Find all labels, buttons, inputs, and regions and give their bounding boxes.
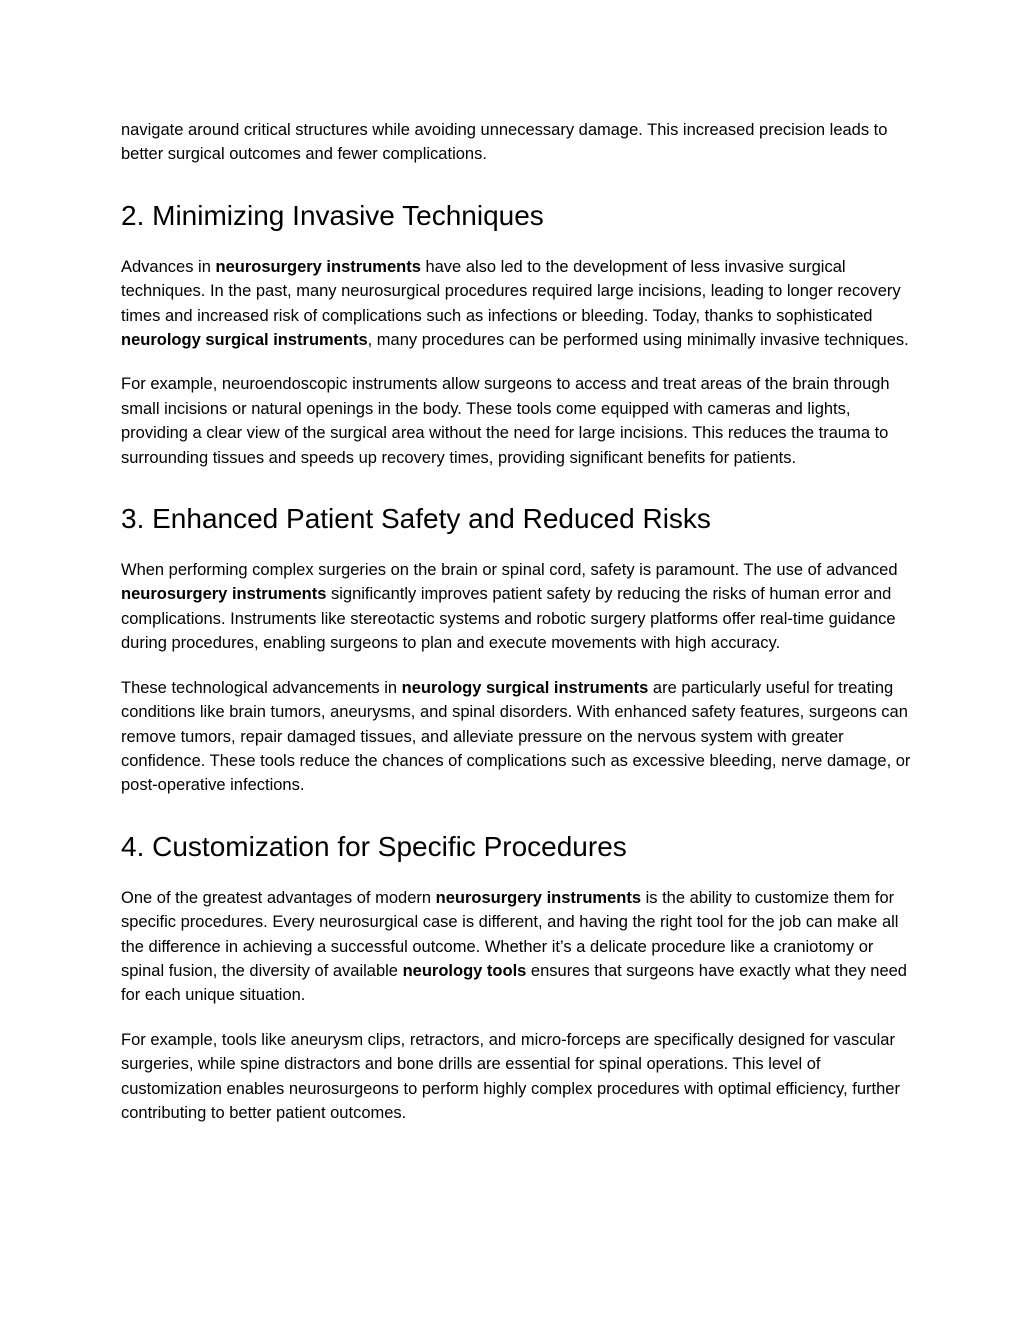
text-run: are particularly useful for treating conditions like brain tumors, aneurysms, and spinal disorders. With enhanced safety features, surgeons can remove tumors, repair damaged tissues, and alleviate pressure on the nervous system with greater confidence. These tools reduce the chances of complications such as excessive bleeding, nerve damage, or post-operative infections.: [121, 678, 911, 795]
text-run: When performing complex surgeries on the brain or spinal cord, safety is paramount. The use of advanced: [121, 561, 898, 580]
section-4-heading: 4. Customization for Specific Procedures: [121, 830, 627, 862]
text-run: , many procedures can be performed using minimally invasive techniques.: [367, 331, 909, 350]
intro-paragraph: navigate around critical structures while avoiding unnecessary damage. This increased precision leads to better surgical outcomes and fewer complications.: [121, 121, 888, 164]
section-4-paragraph-2: For example, tools like aneurysm clips, retractors, and micro-forceps are specifically designed for vascular surgeries, while spine distractors and bone drills are essential for spinal operations. This level of customization enables neurosurgeons to perform highly complex procedures with optimal efficiency, further contributing to better patient outcomes.: [121, 1030, 900, 1122]
section-2-paragraph-2: For example, neuroendoscopic instruments allow surgeons to access and treat areas of the brain through small incisions or natural openings in the body. These tools come equipped with cameras and lights, providing a clear view of the surgical area without the need for large incisions. This reduces the trauma to surrounding tissues and speeds up recovery times, providing significant benefits for patients.: [121, 375, 890, 467]
text-run: significantly improves patient safety by reducing the risks of human error and complications. Instruments like stereotactic systems and robotic surgery platforms offer real-time guidance during procedures, enabling surgeons to plan and execute movements with high accuracy.: [121, 585, 896, 653]
section-3-paragraph-2: [121, 676, 911, 798]
bold-keyword: neurology surgical instruments: [121, 331, 368, 350]
document-page: [121, 118, 911, 1125]
bold-keyword: neurosurgery instruments: [121, 585, 327, 604]
text-run: Advances in: [121, 257, 216, 276]
text-run: One of the greatest advantages of modern: [121, 888, 436, 907]
section-3-paragraph-1: [121, 558, 911, 656]
text-run: is the ability to customize them for specific procedures. Every neurosurgical case is different, and having the right tool for the job can make all the difference in achieving a successful outcome. Whether it’s a delicate procedure like a craniotomy or spinal fusion, the diversity of available: [121, 888, 899, 980]
bold-keyword: neurology tools: [402, 961, 527, 980]
bold-keyword: neurology surgical instruments: [401, 678, 649, 697]
section-4-paragraph-1: [121, 886, 911, 1008]
text-run: have also led to the development of less invasive surgical techniques. In the past, many neurosurgical procedures required large incisions, leading to longer recovery times and increased risk of complications such as infections or bleeding. Today, thanks to sophisticated: [121, 257, 901, 325]
text-run: ensures that surgeons have exactly what they need for each unique situation.: [121, 961, 907, 1005]
section-2-heading: 2. Minimizing Invasive Techniques: [121, 199, 544, 231]
bold-keyword: neurosurgery instruments: [215, 257, 421, 276]
section-3-heading: 3. Enhanced Patient Safety and Reduced Risks: [121, 503, 711, 535]
text-run: These technological advancements in: [121, 678, 402, 697]
section-2-paragraph-1: [121, 255, 911, 353]
bold-keyword: neurosurgery instruments: [435, 888, 642, 907]
